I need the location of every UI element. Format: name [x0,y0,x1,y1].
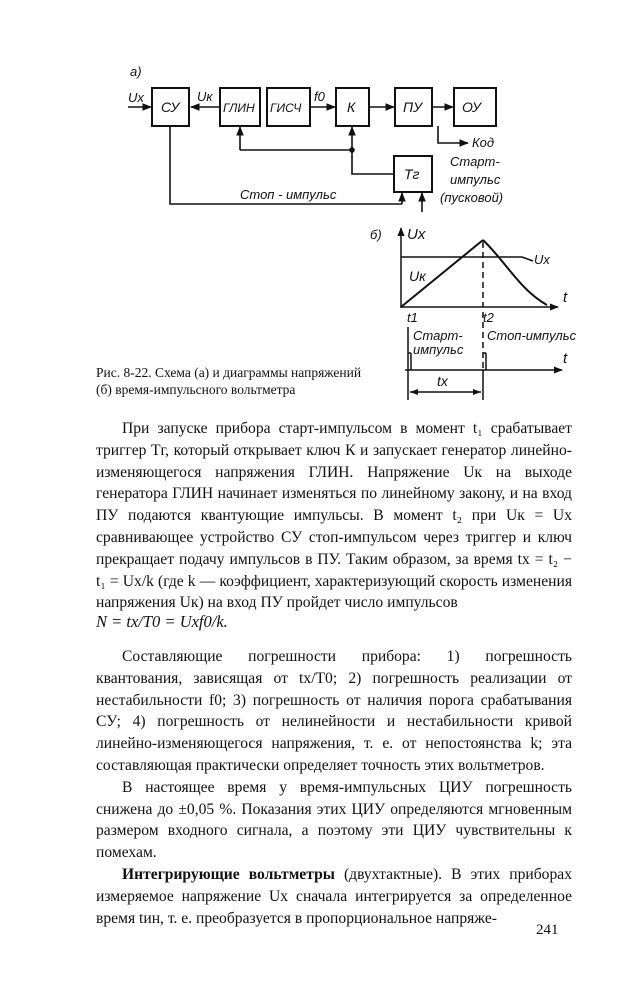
label-start-pulse-1: Старт- [413,328,463,343]
label-t2: t2 [483,310,494,325]
decay-curve [483,240,547,305]
label-f0: f0 [314,89,325,104]
label-start-3: (пусковой) [440,190,504,205]
paragraph-1 [96,418,572,614]
label-stop-pulse-b: Стоп-импульс [487,328,577,343]
label-ux-input: Uх [128,90,144,105]
axis-ux: Ux [407,226,426,243]
label-uk: Uк [197,89,213,104]
page-number: 241 [536,922,559,938]
body-lower [96,646,572,929]
label-t1: t1 [407,310,418,325]
paragraph-3-text: В настоящее время у время-импульсных ЦИУ погрешность снижена до ±0,05 %. Показания этих ЦИУ определяются мгновенным размером входного сигнала, а поэтому эти ЦИУ чувствительны к помехам. [96,778,572,862]
label-tx: tx [437,373,448,389]
formula-n: N = tx/T0 = Uxf0/k. [96,612,228,631]
paragraph-4-text: (двухтактные). В этих приборах измеряемое напряжение Ux сначала интегрируется за определенное время tин, т. е. преобразуется в пропорциональное напряже- [96,865,572,927]
block-ou-label: ОУ [462,99,481,115]
block-glin-label: ГЛИН [223,101,255,115]
block-su-label: СУ [161,99,180,115]
label-start-pulse-2: импульс [413,342,464,357]
label-ux-line: Ux [534,252,550,267]
label-start-1: Старт- [450,154,500,169]
axis-t2: t [563,350,568,367]
label-start-2: импульс [450,172,501,187]
label-b: б) [370,227,382,242]
figure-caption: Рис. 8-22. Схема (а) и диаграммы напряжений (б) время-импульсного вольтметра [96,365,362,397]
label-stop-pulse: Стоп - импульс [240,187,337,202]
block-gisch-label: ГИСЧ [270,101,302,115]
paragraph-2-text: Составляющие погрешности прибора: 1) погрешность квантования, зависящая от tx/T0; 2) погрешность реализации от нестабильности f0; 3) погрешность от наличия порога срабатывания СУ; 4) погрешность от нелинейности и нестабильности кривой линейно-изменяющегося напряжения, т. е. от непостоянства k; эта составляющая практически определяет точность этих вольтметров. [96,648,572,774]
paragraph-4 [96,864,572,929]
block-k-label: К [347,99,356,115]
figure-8-22 [0,0,638,400]
block-tg-label: Тг [404,166,420,182]
paragraph-4-heading: Интегрирующие вольтметры [122,865,335,883]
axis-t: t [563,289,568,306]
block-pu-label: ПУ [403,99,423,115]
paragraph-1-text: При запуске прибора старт-импульсом в момент t₁ срабатывает триггер Тг, который открывает ключ К и запускает генератор линейно-изменяющегося напряжения ГЛИН. Напряжение Uк на выходе генератора ГЛИН начинает изменяться по линейному закону, и на вход ПУ подаются квантующие импульсы. В момент t₂ при Uк = Ux сравнивающее устройство СУ стоп-импульсом через триггер и ключ прекращает подачу импульсов в ПУ. Таким образом, за время tx = t₂ − t₁ = Ux/k (где k — коэффициент, характеризующий скорость изменения напряжения Uк) на вход ПУ пройдет число импульсов [96,420,572,612]
label-code: Код [472,135,495,150]
label-uk-b: Uк [409,268,426,284]
label-a: а) [130,64,142,79]
